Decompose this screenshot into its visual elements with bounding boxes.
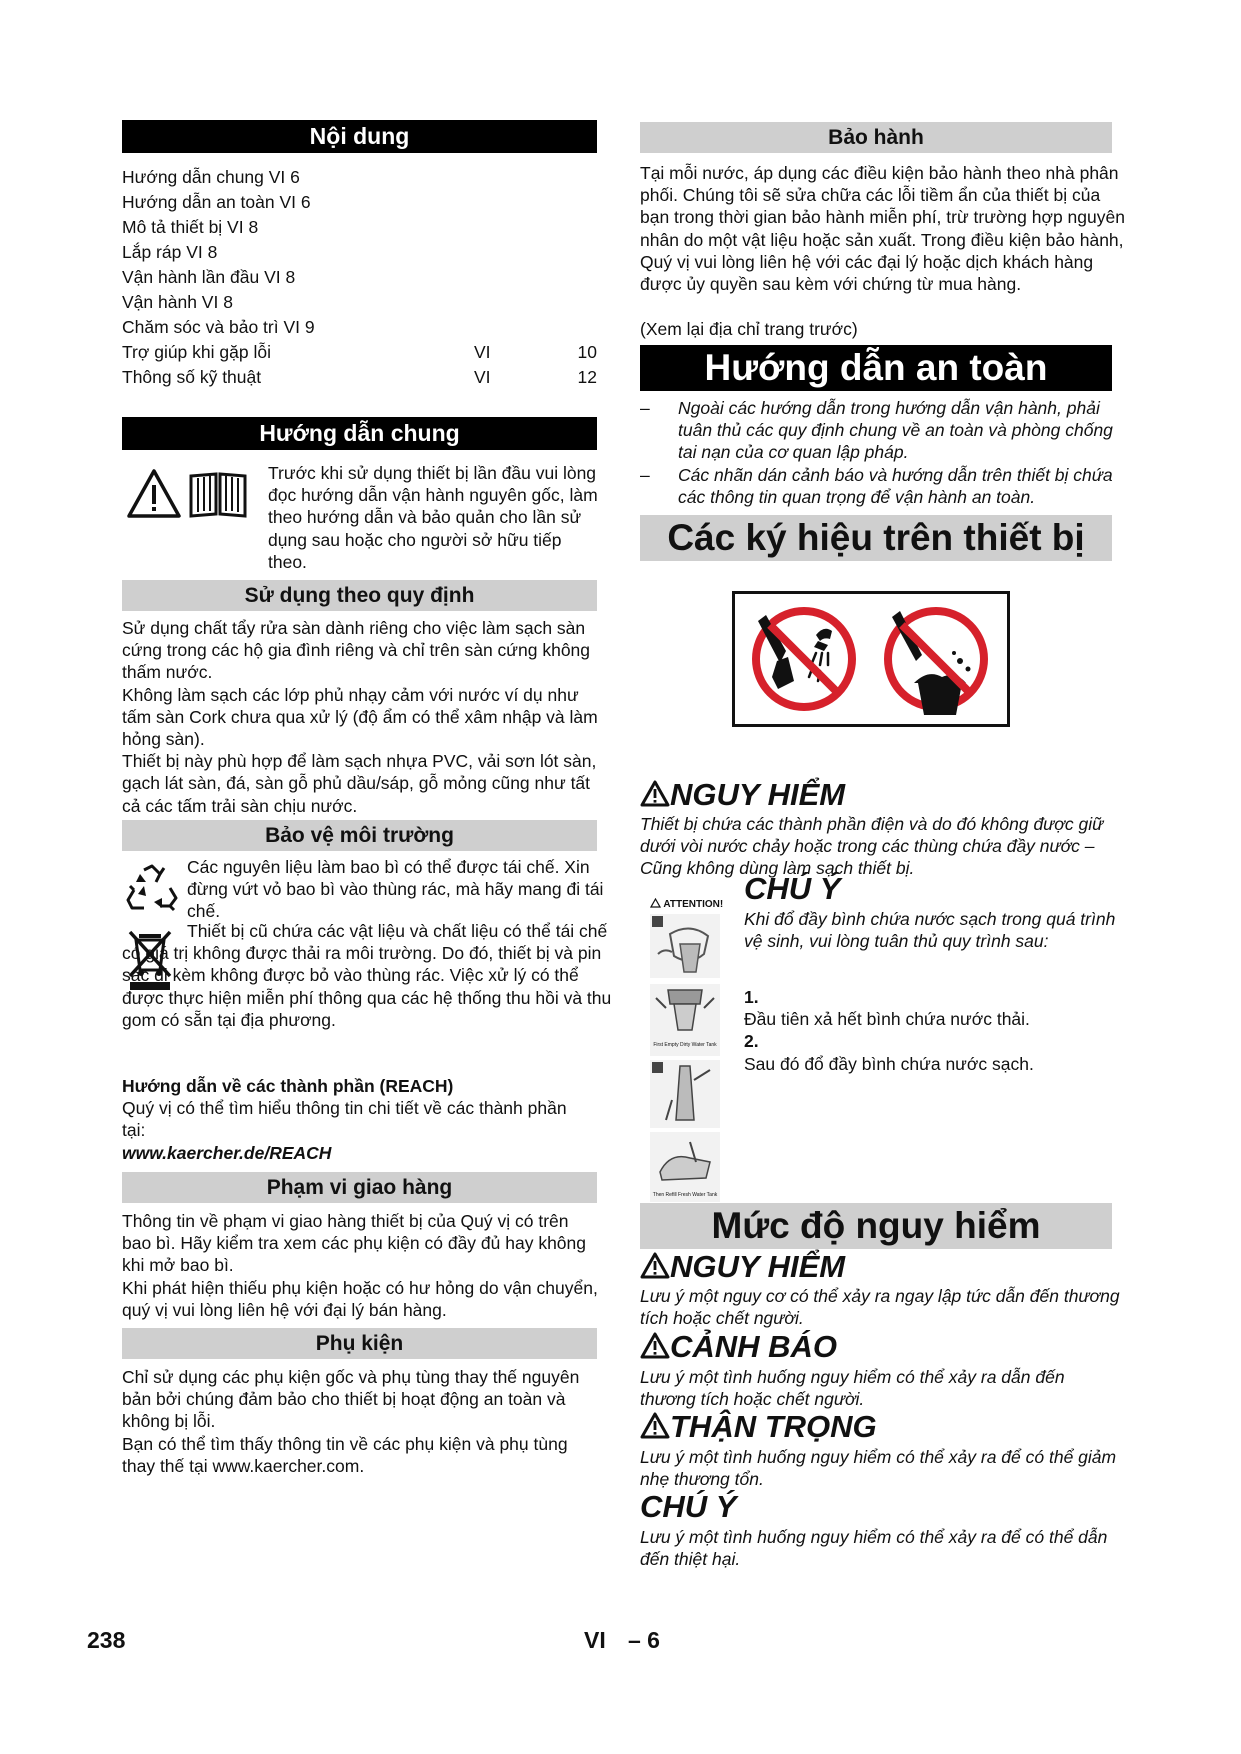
bullet-dash: – (640, 464, 650, 485)
toc-title: Chăm sóc và bảo trì VI 9 (122, 317, 315, 337)
intended-use-body (122, 617, 612, 817)
warning-triangle-icon (640, 1412, 670, 1439)
hazard-text-danger: Lưu ý một nguy cơ có thể xảy ra ngay lập tức dẫn đến thương tích hoặc chết người. (640, 1286, 1120, 1329)
toc-lang: VI (474, 342, 491, 362)
accessories-heading: Phụ kiện (122, 1328, 597, 1359)
list-item (640, 397, 1120, 464)
contents-heading: Nội dung (122, 120, 597, 153)
paragraph: Bạn có thể tìm thấy thông tin về các phụ kiện và phụ tùng thay thế tại www.kaercher.com. (122, 1433, 568, 1476)
hazard-text-note: Lưu ý một tình huống nguy hiểm có thể xảy ra để có thể dẫn đến thiệt hại. (640, 1527, 1108, 1570)
refill-tank-picture (650, 1132, 720, 1202)
hazard-title-warning (640, 1330, 837, 1364)
warning-triangle-icon (640, 1252, 670, 1279)
step-number: 2. (744, 1031, 759, 1052)
paragraph: Thông tin về phạm vi giao hàng thiết bị của Quý vị có trên bao bì. Hãy kiểm tra xem các phụ kiện có đầy đủ hay không khi mở bao bì. (122, 1211, 587, 1276)
note-text: Khi đổ đầy bình chứa nước sạch trong quá trình vệ sinh, vui lòng tuân thủ quy trình sau: (744, 909, 1116, 952)
paragraph: Khi phát hiện thiếu phụ kiện hoặc có hư hỏng do vận chuyển, quý vị vui lòng liên hệ với đại lý bán hàng. (122, 1277, 598, 1320)
warning-triangle-icon (640, 780, 670, 807)
step-number: 1. (744, 987, 759, 1007)
toc-item[interactable] (122, 341, 597, 363)
toc-page: 10 (577, 342, 597, 362)
toc-page: 12 (577, 367, 597, 387)
hazard-title-text: NGUY HIỂM (670, 1249, 846, 1284)
toc-item[interactable] (122, 366, 597, 388)
reach-url-link[interactable]: www.kaercher.de/REACH (122, 1143, 332, 1163)
danger-symbol-title (640, 778, 1112, 812)
reach-heading: Hướng dẫn về các thành phần (REACH) (122, 1076, 454, 1096)
prohibition-symbols-image (732, 591, 1010, 727)
delivery-body (122, 1210, 602, 1321)
toc-item[interactable] (122, 241, 597, 263)
warning-triangle-icon (126, 468, 182, 520)
toc-item[interactable] (122, 191, 597, 213)
toc-lang: VI (474, 367, 491, 387)
toc-item[interactable] (122, 316, 597, 338)
toc-title: Thông số kỹ thuật (122, 367, 262, 387)
general-heading: Hướng dẫn chung (122, 417, 597, 450)
attention-label-text: ATTENTION! (663, 899, 724, 910)
paragraph: Không làm sạch các lớp phủ nhạy cảm với nước ví dụ như tấm sàn Cork chưa qua xử lý (độ ẩm có thể xâm nhập và làm hỏng sàn). (122, 684, 598, 750)
hazard-text-warning: Lưu ý một tình huống nguy hiểm có thể xảy ra dẫn đến thương tích hoặc chết người. (640, 1367, 1065, 1410)
empty-dirty-tank-picture (650, 914, 720, 978)
disposal-text: Thiết bị cũ chứa các vật liệu và chất liệu có thể tái chế có giá trị không được thải ra môi trường. Do đó, thiết bị và pin sạc đi kèm không được bỏ vào thùng rác. Việc xử lý có thể được thực hiện miễn phí thông qua các hệ thống thu hồi và thu gom có sẵn tại địa phương. (122, 921, 612, 1030)
paragraph: Sử dụng chất tẩy rửa sàn dành riêng cho việc làm sạch sàn cứng trong các hộ gia đình riêng và chỉ trên sàn cứng không thấm nước. (122, 618, 591, 683)
hazard-levels-heading: Mức độ nguy hiểm (640, 1203, 1112, 1249)
attention-pictograms (650, 898, 726, 1202)
environment-heading: Bảo vệ môi trường (122, 820, 597, 851)
toc-title: Hướng dẫn chung VI 6 (122, 167, 300, 187)
toc-item[interactable] (122, 266, 597, 288)
warranty-text: Tại mỗi nước, áp dụng các điều kiện bảo hành theo nhà phân phối. Chúng tôi sẽ sửa chữa các lỗi tiềm ẩn của thiết bị của bạn trong thời gian bảo hành miễn phí, trừ trường hợp nguyên nhân do một vật liệu hoặc sản xuất. Trong điều kiện bảo hành, Quý vị vui lòng liên hệ với các đại lý hoặc dịch khách hàng được ủy quyền sau kèm với chứng từ mua hàng. (640, 163, 1125, 295)
toc-item[interactable] (122, 216, 597, 238)
warning-triangle-icon (650, 898, 661, 908)
intended-use-heading: Sử dụng theo quy định (122, 580, 597, 611)
accessories-body (122, 1366, 602, 1477)
hazard-text-caution: Lưu ý một tình huống nguy hiểm có thể xảy ra để có thể giảm nhẹ thương tổn. (640, 1447, 1117, 1490)
recycle-text: Các nguyên liệu làm bao bì có thể được tái chế. Xin đừng vứt vỏ bao bì vào thùng rác, mà hãy mang đi tái chế. (187, 857, 604, 922)
reach-text: Quý vị có thể tìm hiểu thông tin chi tiết về các thành phần tại: (122, 1098, 567, 1141)
paragraph: Thiết bị này phù hợp để làm sạch nhựa PVC, vải sơn lót sàn, gạch lát sàn, đá, sàn gỗ phủ dầu/sáp, gỗ mỏng cũng như tất cả các tấm trải sàn chịu nước. (122, 751, 597, 816)
bullet-text: Các nhãn dán cảnh báo và hướng dẫn trên thiết bị chứa các thông tin quan trọng để vận hành an toàn. (678, 464, 1113, 507)
toc-title: Hướng dẫn an toàn VI 6 (122, 192, 311, 212)
table-of-contents (122, 166, 597, 406)
step-text: Đầu tiên xả hết bình chứa nước thải. (744, 1009, 1030, 1030)
toc-title: Trợ giúp khi gặp lỗi (122, 342, 271, 362)
step-text: Sau đó đổ đầy bình chứa nước sạch. (744, 1053, 1034, 1074)
toc-title: Vận hành lần đầu VI 8 (122, 267, 296, 287)
paragraph: Chỉ sử dụng các phụ kiện gốc và phụ tùng thay thế nguyên bản bởi chúng đảm bảo cho thiết bị hoạt động an toàn và không bị lỗi. (122, 1367, 580, 1432)
toc-item[interactable] (122, 166, 597, 188)
hazard-title-note: CHÚ Ý (640, 1489, 737, 1524)
fill-clean-tank-picture (650, 1060, 720, 1128)
safety-heading: Hướng dẫn an toàn (640, 345, 1112, 391)
tank-removal-picture (650, 984, 720, 1056)
page-number: 238 (87, 1627, 126, 1653)
read-manual-book-icon (188, 470, 248, 518)
general-text: Trước khi sử dụng thiết bị lần đầu vui lòng đọc hướng dẫn vận hành nguyên gốc, làm theo hướng dẫn và bảo quản cho lần sử dụng sau hoặc cho người sở hữu tiếp theo. (268, 463, 598, 572)
safety-bullets (640, 397, 1120, 508)
attention-label (650, 898, 726, 910)
danger-symbol-text: Thiết bị chứa các thành phần điện và do đó không được giữ dưới vòi nước chảy hoặc trong các thùng chứa đầy nước – Cũng không dùng làm sạch thiết bị. (640, 814, 1104, 879)
hazard-title-text: THẬN TRỌNG (670, 1409, 877, 1444)
toc-title: Mô tả thiết bị VI 8 (122, 217, 259, 237)
delivery-heading: Phạm vi giao hàng (122, 1172, 597, 1203)
hazard-title-caution (640, 1410, 877, 1444)
step1-caption: First Empty Dirty Water Tank (653, 1042, 717, 1048)
note-title: CHÚ Ý (744, 871, 841, 906)
footer-lang: VI (584, 1627, 606, 1653)
symbols-heading: Các ký hiệu trên thiết bị (640, 515, 1112, 561)
footer-section: – 6 (628, 1627, 660, 1653)
warning-triangle-icon (640, 1332, 670, 1359)
hazard-title-text: CẢNH BÁO (670, 1329, 838, 1364)
recycling-icon (124, 862, 180, 914)
toc-title: Lắp ráp VI 8 (122, 242, 218, 262)
toc-title: Vận hành VI 8 (122, 292, 233, 312)
bullet-dash: – (640, 398, 650, 418)
list-item (640, 464, 1120, 508)
note-steps (744, 986, 1124, 1075)
bullet-text: Ngoài các hướng dẫn trong hướng dẫn vận hành, phải tuân thủ các quy định chung về an toàn và phòng chống tai nạn của cơ quan lập pháp. (678, 398, 1113, 463)
step2-caption: Then Refill Fresh Water Tank (652, 1192, 718, 1198)
hazard-title-danger (640, 1250, 845, 1284)
warranty-heading: Bảo hành (640, 122, 1112, 153)
danger-title-text: NGUY HIỂM (670, 777, 846, 812)
warranty-note: (Xem lại địa chỉ trang trước) (640, 319, 858, 339)
toc-item[interactable] (122, 291, 597, 313)
